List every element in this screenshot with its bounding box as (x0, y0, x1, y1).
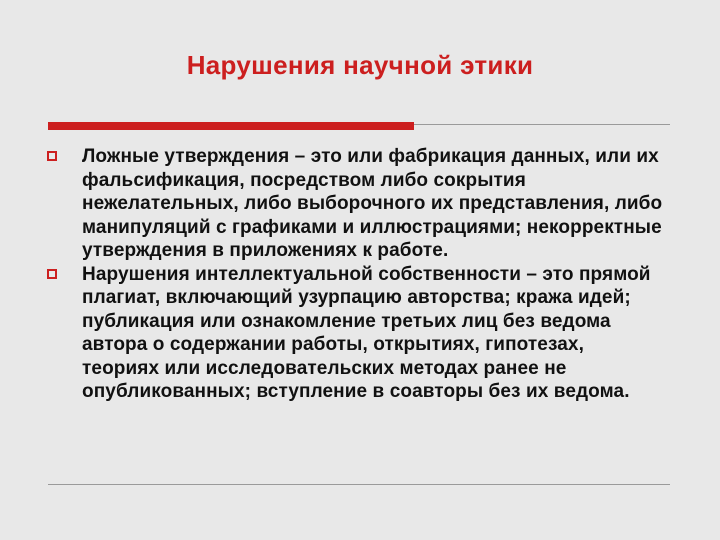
hollow-square-bullet-icon (47, 151, 57, 161)
title-accent-bar (48, 122, 414, 130)
hollow-square-bullet-icon (47, 269, 57, 279)
list-item (44, 145, 664, 263)
bullet-text: Ложные утверждения – это или фабрикация данных, или их фальсификация, посредством либо сокрытия нежелательных, либо выборочного их представления, либо манипуляций с графиками и иллюстрациями; некорректные утверждения в приложениях к работе. (82, 146, 663, 261)
bullet-text: Нарушения интеллектуальной собственности – это прямой плагиат, включающий узурпацию авторства; кража идей; публикация или ознакомление третьих лиц без ведома автора о содержании работы, открытиях, гипотезах, теориях или исследовательских методах ранее не опубликованных; вступление в соавторы без их ведома. (82, 263, 651, 402)
footer-divider-line (48, 484, 670, 485)
slide-title: Нарушения научной этики (186, 50, 534, 80)
bullet-list (44, 145, 664, 404)
list-item (44, 263, 664, 404)
